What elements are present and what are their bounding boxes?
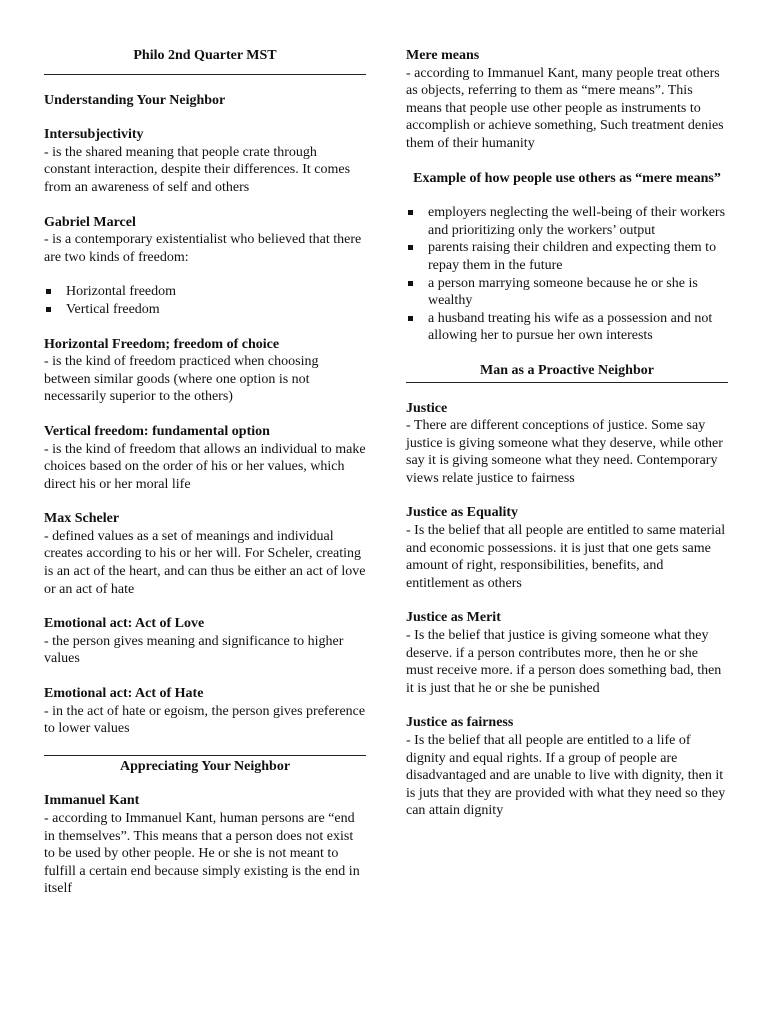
heading-act-of-love: Emotional act: Act of Love xyxy=(44,616,205,632)
heading-intersubjectivity: Intersubjectivity xyxy=(44,127,144,143)
heading-act-of-hate: Emotional act: Act of Hate xyxy=(44,686,204,702)
heading-gabriel-marcel: Gabriel Marcel xyxy=(44,214,136,230)
heading-justice-equality: Justice as Equality xyxy=(406,505,519,521)
text-max-scheler: - defined values as a set of meanings and individual creates according to his or her will. For Scheler, creating is an act of the heart, and can thus be either an act of love or an act of hate xyxy=(44,528,366,597)
square-bullet-icon xyxy=(408,210,413,215)
text-justice: - There are different conceptions of justice. Some say justice is giving someone what they deserve, while other say it is giving someone what they need. Contemporary views relate justice to fairness xyxy=(406,418,723,486)
left-column xyxy=(44,47,366,898)
square-bullet-icon xyxy=(408,245,413,250)
list-item: Horizontal freedom xyxy=(44,283,366,301)
text-act-of-love: - the person gives meaning and significance to higher values xyxy=(44,633,344,667)
heading-justice: Justice xyxy=(406,400,448,416)
section-divider xyxy=(44,755,366,756)
text-intersubjectivity: - is the shared meaning that people crate through constant interaction, despite their differences. It comes from an awareness of self and others xyxy=(44,144,351,195)
text-vertical-freedom: - is the kind of freedom that allows an individual to make choices based on the order of his or her values, which direct his or her moral life xyxy=(44,441,366,492)
heading-justice-fairness: Justice as fairness xyxy=(406,715,514,731)
text-gabriel-marcel: - is a contemporary existentialist who believed that there are two kinds of freedom: xyxy=(44,232,362,265)
list-item: employers neglecting the well-being of their workers and prioritizing only the workers’ output xyxy=(406,204,728,239)
heading-mere-means: Mere means xyxy=(406,48,480,63)
section-heading-understanding: Understanding Your Neighbor xyxy=(44,92,226,108)
section-heading-proactive: Man as a Proactive Neighbor xyxy=(480,362,654,378)
list-item: Vertical freedom xyxy=(44,301,366,319)
heading-max-scheler: Max Scheler xyxy=(44,511,120,527)
heading-vertical-freedom: Vertical freedom: fundamental option xyxy=(44,423,270,439)
right-column xyxy=(406,47,728,820)
square-bullet-icon xyxy=(46,289,51,294)
heading-horizontal-freedom: Horizontal Freedom; freedom of choice xyxy=(44,336,280,352)
examples-list xyxy=(406,204,728,345)
list-item: parents raising their children and expecting them to repay them in the future xyxy=(406,239,728,274)
square-bullet-icon xyxy=(408,316,413,321)
text-mere-means: - according to Immanuel Kant, many people treat others as objects, referring to them as “mere means”. This means that people use other people as instruments to accomplish or achieve something, Such treatment denies them of their humanity xyxy=(406,65,724,151)
list-item: a person marrying someone because he or she is wealthy xyxy=(406,275,728,310)
text-justice-merit: - Is the belief that justice is giving someone what they deserve. if a person contributes more, then he or she must receive more. if a person does something bad, then it is just that he or she be punished xyxy=(406,628,722,696)
text-act-of-hate: - in the act of hate or egoism, the person gives preference to lower values xyxy=(44,703,366,737)
section-heading-appreciating: Appreciating Your Neighbor xyxy=(119,758,291,774)
heading-immanuel-kant: Immanuel Kant xyxy=(44,793,140,809)
freedom-list xyxy=(44,283,366,318)
heading-mere-means-examples: Example of how people use others as “mere means” xyxy=(413,170,721,186)
text-justice-fairness: - Is the belief that all people are entitled to a life of dignity and equal rights. If a group of people are disadvantaged and are unable to live with dignity, then it is juts that they are provided with what they need so they can attain dignity xyxy=(406,733,726,819)
text-horizontal-freedom: - is the kind of freedom practiced when choosing between similar goods (where one option is not necessarily superior to the others) xyxy=(44,354,319,405)
text-justice-equality: - Is the belief that all people are entitled to same material and economic possessions. it is just that one gets same amount of right, responsibilities, benefits, and entitlement as others xyxy=(406,523,726,591)
text-immanuel-kant: - according to Immanuel Kant, human persons are “end in themselves”. This means that a person does not exist to be used by other people. He or she is not meant to fulfill a certain end because simply existing is the end in itself xyxy=(44,811,360,897)
heading-justice-merit: Justice as Merit xyxy=(406,610,501,626)
square-bullet-icon xyxy=(408,281,413,286)
square-bullet-icon xyxy=(46,307,51,312)
document-title: Philo 2nd Quarter MST xyxy=(133,48,277,63)
list-item: a husband treating his wife as a possession and not allowing her to pursue her own interests xyxy=(406,310,728,345)
